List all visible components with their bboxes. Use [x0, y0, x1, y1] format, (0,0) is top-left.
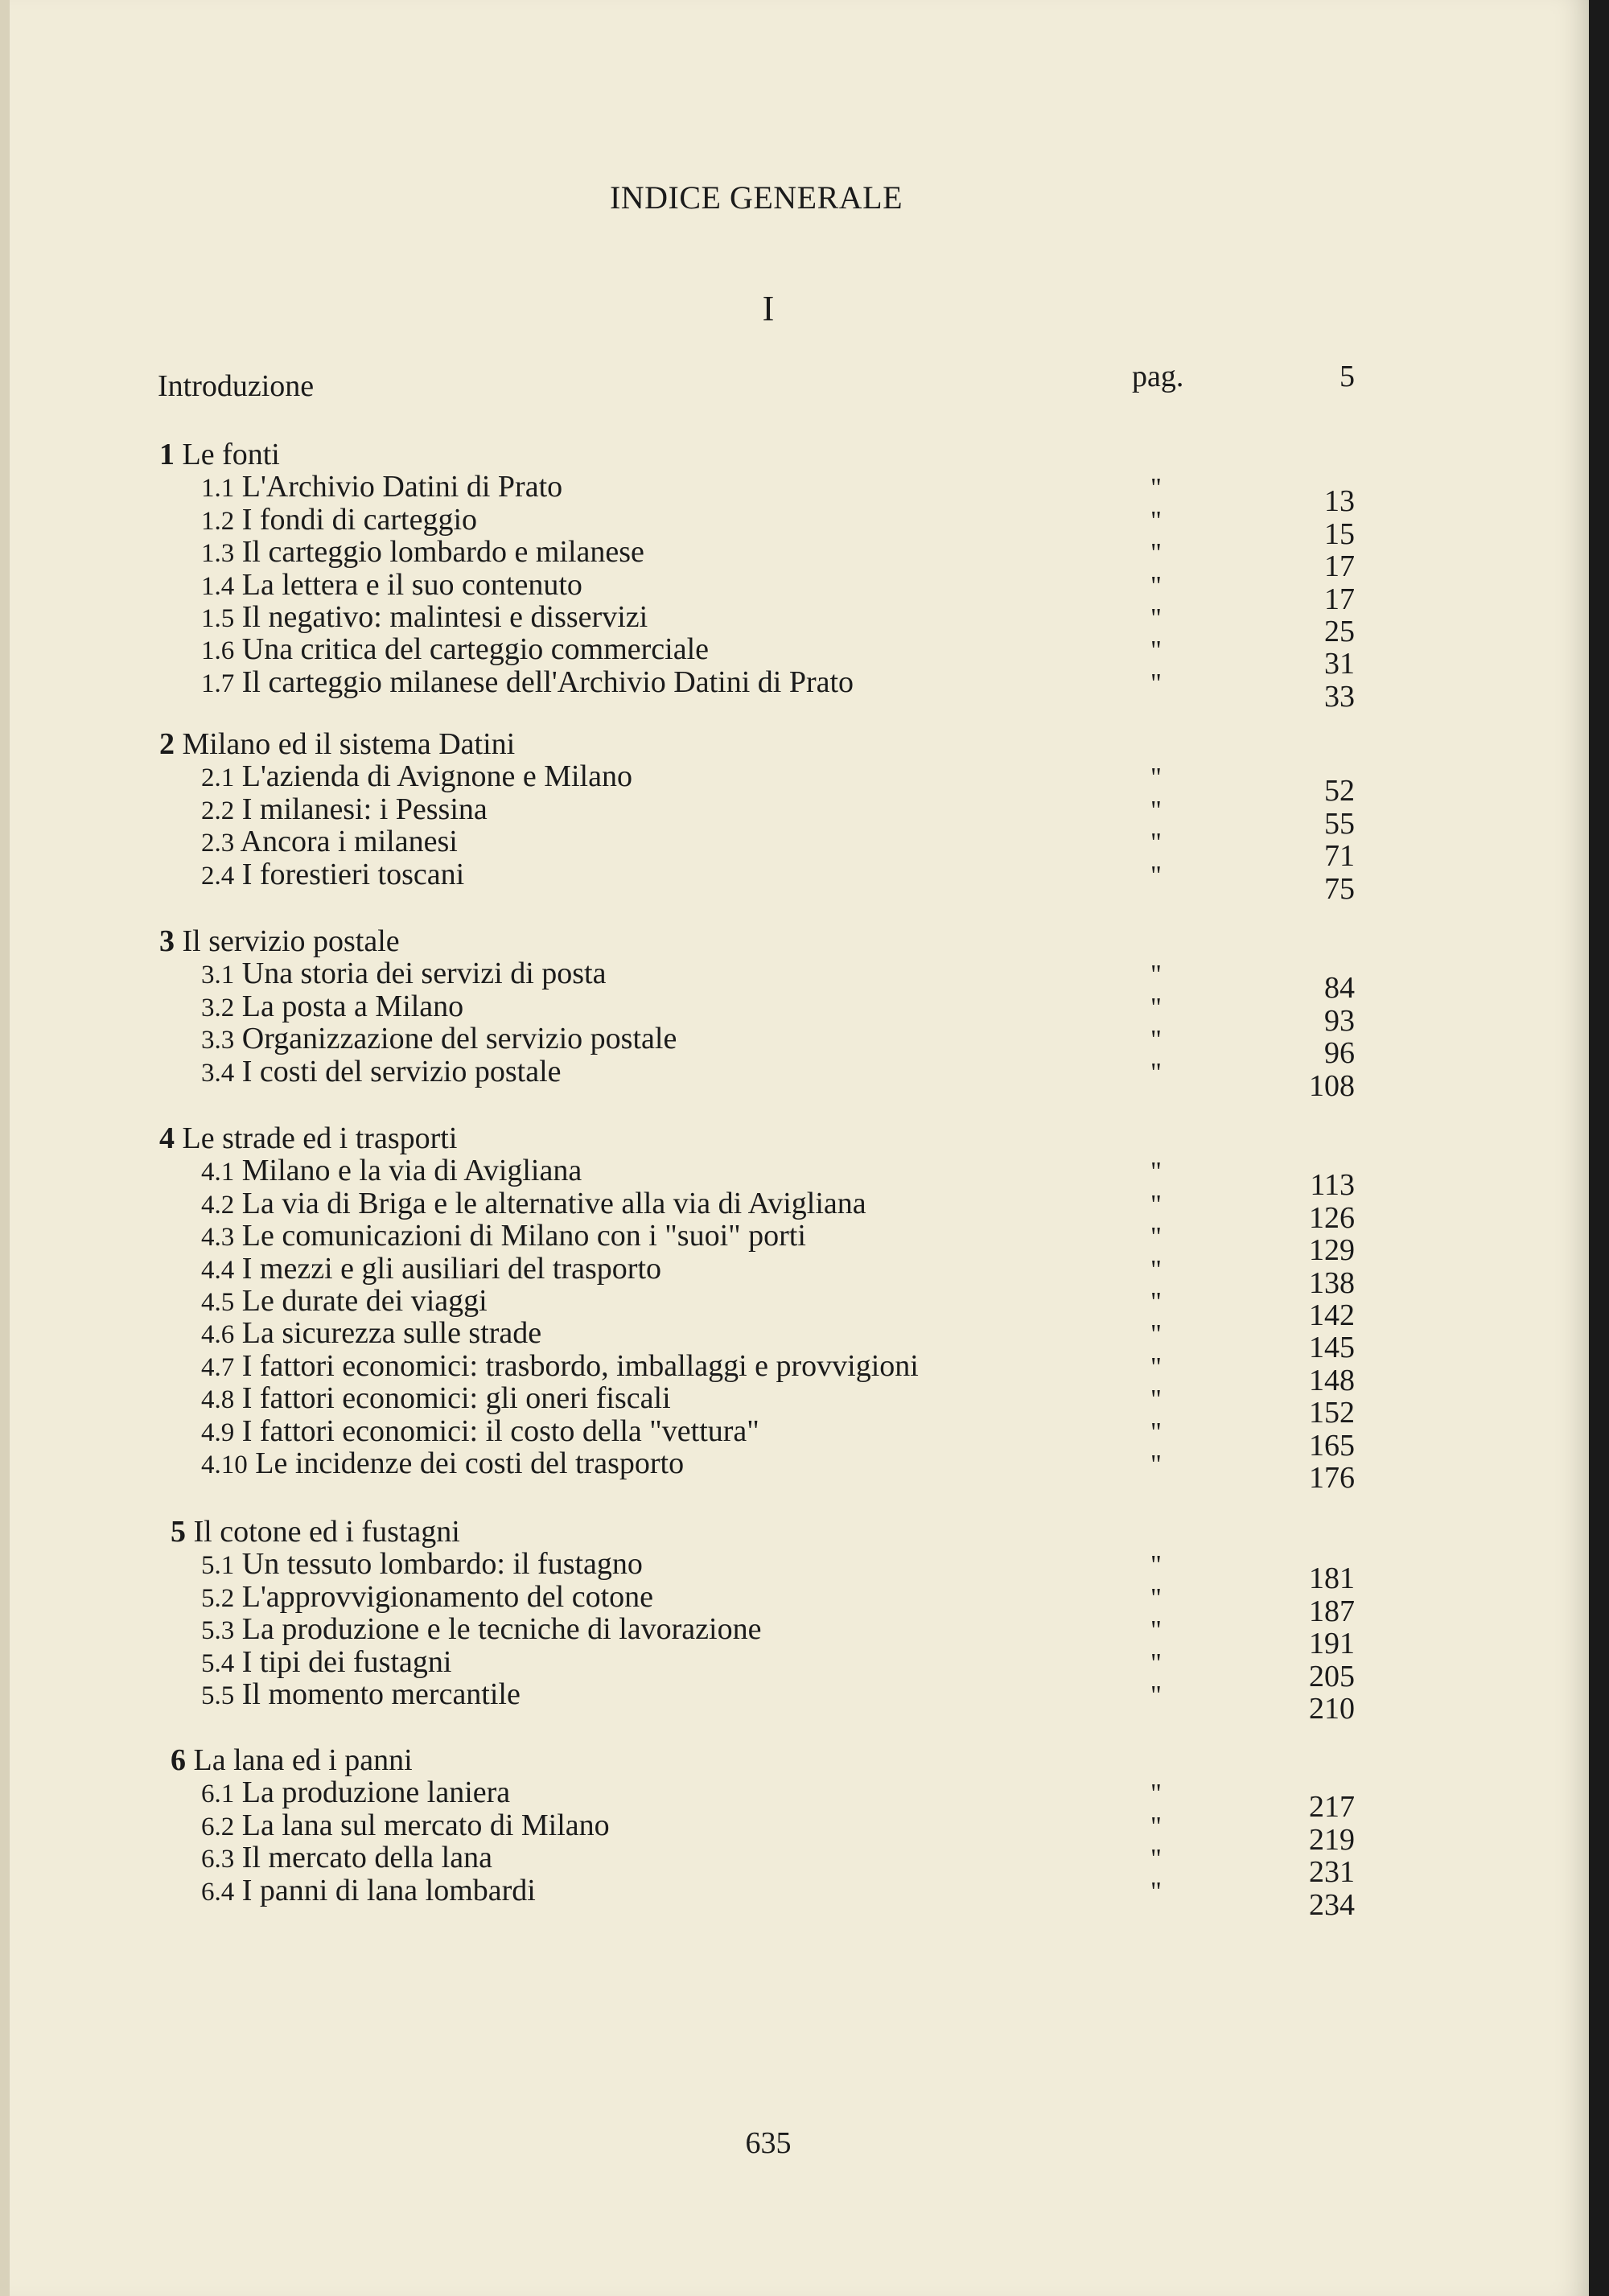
toc-entry	[201, 1186, 866, 1221]
section-number: 3.1	[201, 961, 235, 990]
chapter-title: Le strade ed i trasporti	[182, 1121, 458, 1155]
section-title: Il negativo: malintesi e disservizi	[241, 600, 648, 634]
section-number: 4.9	[201, 1418, 235, 1447]
toc-entry	[201, 1611, 761, 1647]
section-number: 4.6	[201, 1320, 235, 1350]
section-number: 1.1	[201, 474, 235, 504]
section-number: 5.3	[201, 1616, 235, 1646]
toc-entry	[201, 1054, 562, 1089]
pag-label: pag.	[1132, 360, 1184, 393]
section-page: 108	[1309, 1068, 1355, 1103]
section-number: 6.4	[201, 1877, 235, 1907]
section-title: Il momento mercantile	[241, 1677, 521, 1711]
section-title: La lettera e il suo contenuto	[241, 567, 582, 602]
ditto-mark: "	[1150, 1681, 1162, 1710]
intro-label: Introduzione	[158, 369, 315, 403]
ditto-mark: "	[1150, 1385, 1162, 1415]
toc-entry	[201, 1218, 806, 1253]
section-page: 138	[1309, 1265, 1355, 1300]
section-number: 4.7	[201, 1352, 235, 1382]
chapter-heading	[159, 1121, 457, 1156]
ditto-mark: "	[1150, 1615, 1162, 1646]
section-page: 231	[1309, 1855, 1355, 1890]
section-title: L'Archivio Datini di Prato	[241, 470, 563, 504]
section-title: I costi del servizio postale	[241, 1054, 562, 1088]
section-page: 55	[1324, 806, 1355, 841]
section-number: 5.4	[201, 1648, 235, 1678]
chapter-number: 4	[159, 1121, 175, 1155]
chapter-number: 6	[171, 1743, 186, 1777]
ditto-mark: "	[1150, 1352, 1162, 1382]
section-title: La lana sul mercato di Milano	[241, 1808, 610, 1842]
toc-entry	[201, 956, 606, 991]
section-page: 113	[1310, 1168, 1355, 1203]
toc-entry	[201, 759, 632, 794]
ditto-mark: "	[1150, 1876, 1162, 1907]
section-title: La produzione laniera	[241, 1775, 511, 1810]
section-title: I forestieri toscani	[241, 857, 465, 891]
section-number: 4.8	[201, 1385, 235, 1415]
section-number: 2.2	[201, 796, 235, 825]
toc-entry	[201, 1283, 488, 1319]
section-title: Una critica del carteggio commerciale	[241, 632, 709, 667]
ditto-mark: "	[1150, 668, 1162, 698]
section-number: 1.4	[201, 571, 235, 601]
section-number: 4.3	[201, 1223, 235, 1253]
ditto-mark: "	[1150, 603, 1162, 633]
section-page: 15	[1324, 516, 1355, 551]
section-page: 187	[1309, 1594, 1355, 1628]
section-page: 129	[1309, 1233, 1355, 1268]
toc-entry	[201, 824, 458, 859]
section-title: Una storia dei servizi di posta	[241, 957, 607, 991]
toc-entry	[201, 1348, 919, 1384]
section-page: 17	[1324, 582, 1355, 616]
ditto-mark: "	[1150, 795, 1162, 825]
section-title: I fondi di carteggio	[241, 502, 478, 537]
section-number: 5.1	[201, 1551, 235, 1581]
chapter-number: 1	[159, 438, 175, 471]
page-number: 635	[745, 2126, 792, 2160]
intro-page: 5	[1339, 360, 1355, 393]
section-title: Il mercato della lana	[241, 1841, 492, 1875]
ditto-mark: "	[1150, 1157, 1162, 1187]
section-page: 17	[1324, 549, 1355, 584]
section-number: 4.1	[201, 1158, 235, 1187]
section-page: 25	[1324, 615, 1355, 648]
ditto-mark: "	[1150, 763, 1162, 793]
section-number: 1.6	[201, 636, 235, 666]
chapter-title: Le fonti	[182, 438, 280, 471]
ditto-mark: "	[1150, 1582, 1162, 1613]
toc-entry	[201, 857, 464, 892]
chapter-number: 5	[171, 1515, 186, 1549]
ditto-mark: "	[1150, 960, 1162, 990]
chapter-title: La lana ed i panni	[193, 1743, 413, 1777]
toc-entry	[201, 665, 854, 700]
chapter-number: 3	[159, 924, 175, 958]
section-title: Organizzazione del servizio postale	[241, 1022, 677, 1056]
section-title: I fattori economici: il costo della "vettura"	[241, 1413, 759, 1448]
toc-entry	[201, 567, 582, 603]
section-page: 148	[1309, 1363, 1355, 1397]
ditto-mark: "	[1150, 860, 1162, 891]
ditto-mark: "	[1150, 1844, 1162, 1874]
page-edge	[0, 0, 10, 2296]
ditto-mark: "	[1150, 992, 1162, 1023]
toc-entry	[201, 1413, 759, 1449]
section-number: 3.4	[201, 1058, 235, 1088]
section-title: Le durate dei viaggi	[241, 1284, 488, 1318]
toc-entry	[201, 1579, 653, 1615]
ditto-mark: "	[1150, 1450, 1162, 1479]
toc-entry	[201, 1775, 510, 1810]
toc-entry	[201, 1446, 684, 1481]
toc-entry	[201, 1021, 677, 1056]
section-page: 191	[1309, 1627, 1355, 1661]
ditto-mark: "	[1150, 1779, 1162, 1809]
section-title: Le comunicazioni di Milano con i "suoi" porti	[241, 1219, 806, 1253]
section-title: Milano e la via di Avigliana	[241, 1154, 582, 1188]
ditto-mark: "	[1150, 1189, 1162, 1220]
section-number: 2.3	[201, 829, 235, 858]
volume-numeral: I	[762, 289, 775, 328]
toc-entry	[201, 1251, 661, 1286]
ditto-mark: "	[1150, 1254, 1162, 1285]
section-title: Ancora i milanesi	[240, 825, 458, 859]
ditto-mark: "	[1150, 473, 1162, 504]
toc-entry	[201, 534, 644, 570]
section-title: L'approvvigionamento del cotone	[241, 1579, 654, 1614]
section-page: 145	[1309, 1331, 1355, 1365]
section-page: 152	[1309, 1396, 1355, 1430]
ditto-mark: "	[1150, 505, 1162, 536]
section-number: 1.2	[201, 506, 235, 536]
ditto-mark: "	[1150, 1811, 1162, 1841]
chapter-title: Il cotone ed i fustagni	[193, 1515, 460, 1549]
section-title: La via di Briga e le alternative alla via di Avigliana	[241, 1186, 866, 1220]
section-title: Il carteggio lombardo e milanese	[241, 535, 644, 570]
ditto-mark: "	[1150, 1417, 1162, 1447]
section-page: 52	[1324, 774, 1355, 809]
chapter-heading	[171, 1514, 460, 1549]
section-number: 1.5	[201, 604, 235, 633]
index-title: INDICE GENERALE	[609, 179, 903, 216]
chapter-title: Milano ed il sistema Datini	[182, 727, 516, 761]
section-number: 1.7	[201, 669, 235, 698]
section-page: 84	[1324, 971, 1355, 1006]
ditto-mark: "	[1150, 1222, 1162, 1253]
section-number: 5.2	[201, 1583, 235, 1613]
section-number: 6.3	[201, 1845, 235, 1874]
ditto-mark: "	[1150, 636, 1162, 666]
section-page: 126	[1309, 1200, 1355, 1235]
section-page: 142	[1309, 1298, 1355, 1332]
section-page: 75	[1324, 871, 1355, 906]
section-number: 4.10	[201, 1450, 248, 1479]
section-number: 5.5	[201, 1681, 235, 1710]
toc-entry	[201, 599, 648, 635]
toc-entry	[201, 632, 709, 667]
section-number: 4.4	[201, 1255, 235, 1285]
section-number: 3.2	[201, 993, 235, 1023]
section-title: I milanesi: i Pessina	[241, 792, 488, 826]
section-number: 2.1	[201, 763, 235, 793]
chapter-heading	[171, 1743, 413, 1778]
section-title: I tipi dei fustagni	[241, 1644, 452, 1679]
toc-entry	[201, 1153, 582, 1188]
section-page: 96	[1324, 1036, 1355, 1071]
section-number: 6.2	[201, 1812, 235, 1841]
ditto-mark: "	[1150, 1025, 1162, 1055]
chapter-title: Il servizio postale	[182, 924, 400, 958]
section-page: 210	[1309, 1692, 1355, 1726]
toc-entry	[201, 1808, 610, 1843]
chapter-heading	[159, 437, 280, 472]
toc-entry	[201, 1677, 521, 1712]
ditto-mark: "	[1150, 538, 1162, 569]
ditto-mark: "	[1150, 570, 1162, 601]
ditto-mark: "	[1150, 828, 1162, 858]
toc-entry	[201, 1380, 671, 1416]
toc-entry	[201, 1840, 492, 1875]
section-title: Un tessuto lombardo: il fustagno	[241, 1547, 643, 1582]
toc-entry	[201, 792, 488, 827]
ditto-mark: "	[1150, 1648, 1162, 1678]
section-number: 3.3	[201, 1026, 235, 1055]
toc-entry	[201, 1873, 536, 1908]
section-page: 31	[1324, 647, 1355, 681]
section-page: 205	[1309, 1659, 1355, 1693]
section-page: 71	[1324, 839, 1355, 874]
section-page: 176	[1309, 1461, 1355, 1495]
section-title: La sicurezza sulle strade	[241, 1316, 542, 1351]
section-page: 93	[1324, 1003, 1355, 1038]
section-title: La produzione e le tecniche di lavorazione	[241, 1612, 762, 1647]
chapter-number: 2	[159, 727, 175, 761]
chapter-heading	[159, 924, 400, 959]
section-page: 234	[1309, 1887, 1355, 1922]
toc-entry	[201, 1315, 541, 1351]
ditto-mark: "	[1150, 1319, 1162, 1350]
section-title: L'azienda di Avignone e Milano	[241, 759, 632, 794]
ditto-mark: "	[1150, 1057, 1162, 1088]
toc-entry	[201, 469, 562, 504]
section-number: 4.5	[201, 1288, 235, 1317]
section-number: 1.3	[201, 539, 235, 569]
section-title: Il carteggio milanese dell'Archivio Datini di Prato	[241, 665, 854, 699]
section-page: 217	[1309, 1790, 1355, 1825]
section-title: I panni di lana lombardi	[241, 1873, 536, 1907]
toc-entry	[201, 1644, 451, 1680]
section-title: I fattori economici: gli oneri fiscali	[241, 1381, 671, 1416]
section-page: 219	[1309, 1822, 1355, 1857]
toc-entry	[201, 1546, 643, 1582]
section-title: Le incidenze dei costi del trasporto	[255, 1446, 685, 1480]
section-page: 33	[1324, 679, 1355, 714]
section-title: I mezzi e gli ausiliari del trasporto	[241, 1251, 662, 1286]
toc-entry	[201, 989, 463, 1024]
section-title: La posta a Milano	[241, 989, 464, 1023]
ditto-mark: "	[1150, 1550, 1162, 1581]
section-number: 4.2	[201, 1190, 235, 1220]
section-number: 2.4	[201, 861, 235, 891]
section-page: 181	[1309, 1562, 1355, 1596]
ditto-mark: "	[1150, 1287, 1162, 1317]
section-title: I fattori economici: trasbordo, imballaggi e provvigioni	[241, 1348, 919, 1383]
section-page: 165	[1309, 1428, 1355, 1463]
chapter-heading	[159, 726, 515, 762]
section-number: 6.1	[201, 1780, 235, 1809]
section-page: 13	[1324, 484, 1355, 519]
toc-entry	[201, 502, 477, 537]
